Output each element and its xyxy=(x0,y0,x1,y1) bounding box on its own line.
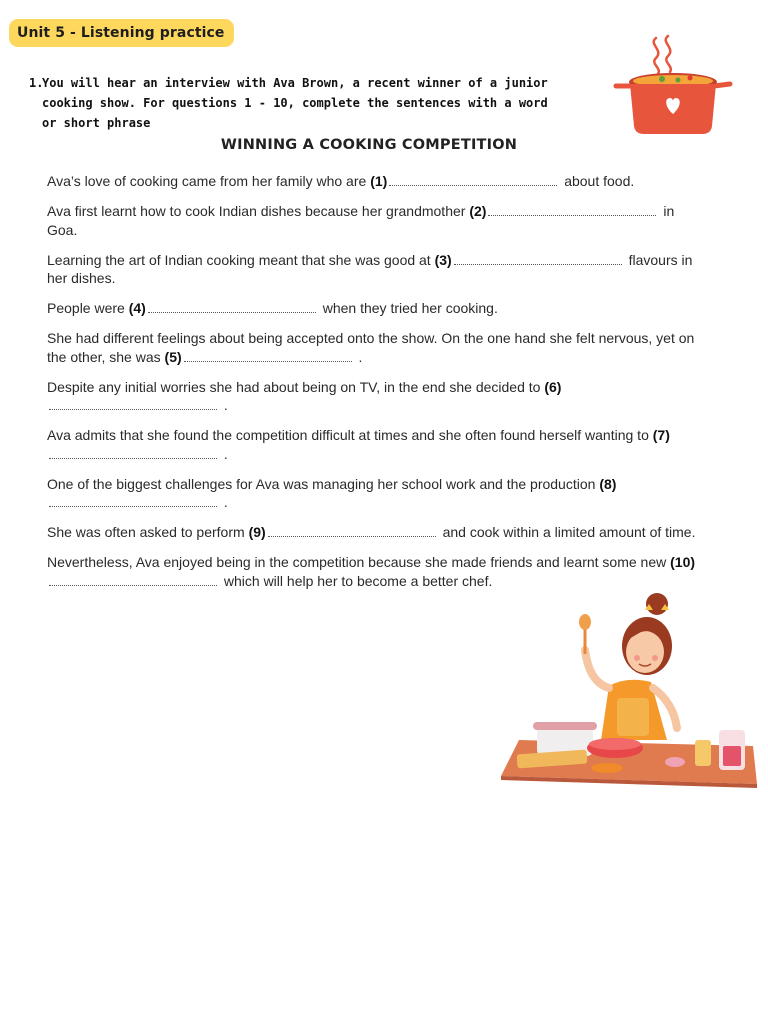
question-10: Nevertheless, Ava enjoyed being in the competition because she made friends and learnt some new (10) which will help her to become a better chef. xyxy=(47,554,696,589)
question-number: (2) xyxy=(469,203,487,219)
question-7: Ava admits that she found the competition difficult at times and she often found herself wanting to (7) . xyxy=(47,427,670,462)
unit-badge: Unit 5 - Listening practice xyxy=(9,19,234,47)
answer-blank-7[interactable] xyxy=(49,448,217,459)
instruction-text: You will hear an interview with Ava Brown, a recent winner of a junior cooking show. For questions 1 - 10, complete the sentences with a word or short phrase xyxy=(42,76,548,130)
question-1: Ava’s love of cooking came from her family who are (1) about food. xyxy=(47,173,635,189)
girl-cooking-illustration xyxy=(497,590,761,790)
question-4: People were (4) when they tried her cooking. xyxy=(47,300,498,316)
question-number: (1) xyxy=(370,173,388,189)
question-8: One of the biggest challenges for Ava was managing her school work and the production (8) . xyxy=(47,475,617,510)
question-9: She was often asked to perform (9) and cook within a limited amount of time. xyxy=(47,524,696,540)
answer-blank-10[interactable] xyxy=(49,575,217,586)
question-list xyxy=(47,172,697,602)
question-number: (3) xyxy=(434,251,452,268)
question-number: (5) xyxy=(164,348,182,365)
question-5: She had different feelings about being accepted onto the show. On the one hand she felt nervous, yet on the other, she was (5) . xyxy=(47,330,695,365)
answer-blank-5[interactable] xyxy=(184,351,352,362)
answer-blank-8[interactable] xyxy=(49,496,217,507)
cooking-pot-icon xyxy=(612,34,734,140)
answer-blank-1[interactable] xyxy=(389,175,557,186)
question-number: (9) xyxy=(248,524,266,540)
instructions xyxy=(29,73,559,133)
question-number: (7) xyxy=(652,427,670,443)
instruction-number: 1. xyxy=(29,76,44,90)
answer-blank-3[interactable] xyxy=(454,254,622,265)
question-number: (10) xyxy=(670,554,696,570)
question-number: (4) xyxy=(128,300,146,316)
question-6: Despite any initial worries she had about being on TV, in the end she decided to (6) . xyxy=(47,378,562,413)
question-3: Learning the art of Indian cooking meant that she was good at (3) flavours in her dishes. xyxy=(47,251,693,286)
question-number: (8) xyxy=(599,475,617,492)
question-2: Ava first learnt how to cook Indian dishes because her grandmother (2) in Goa. xyxy=(47,203,675,238)
answer-blank-6[interactable] xyxy=(49,399,217,410)
answer-blank-2[interactable] xyxy=(488,205,656,216)
answer-blank-9[interactable] xyxy=(268,526,436,537)
question-number: (6) xyxy=(544,378,562,395)
worksheet-title: WINNING A COOKING COMPETITION xyxy=(220,137,518,153)
answer-blank-4[interactable] xyxy=(148,302,316,313)
